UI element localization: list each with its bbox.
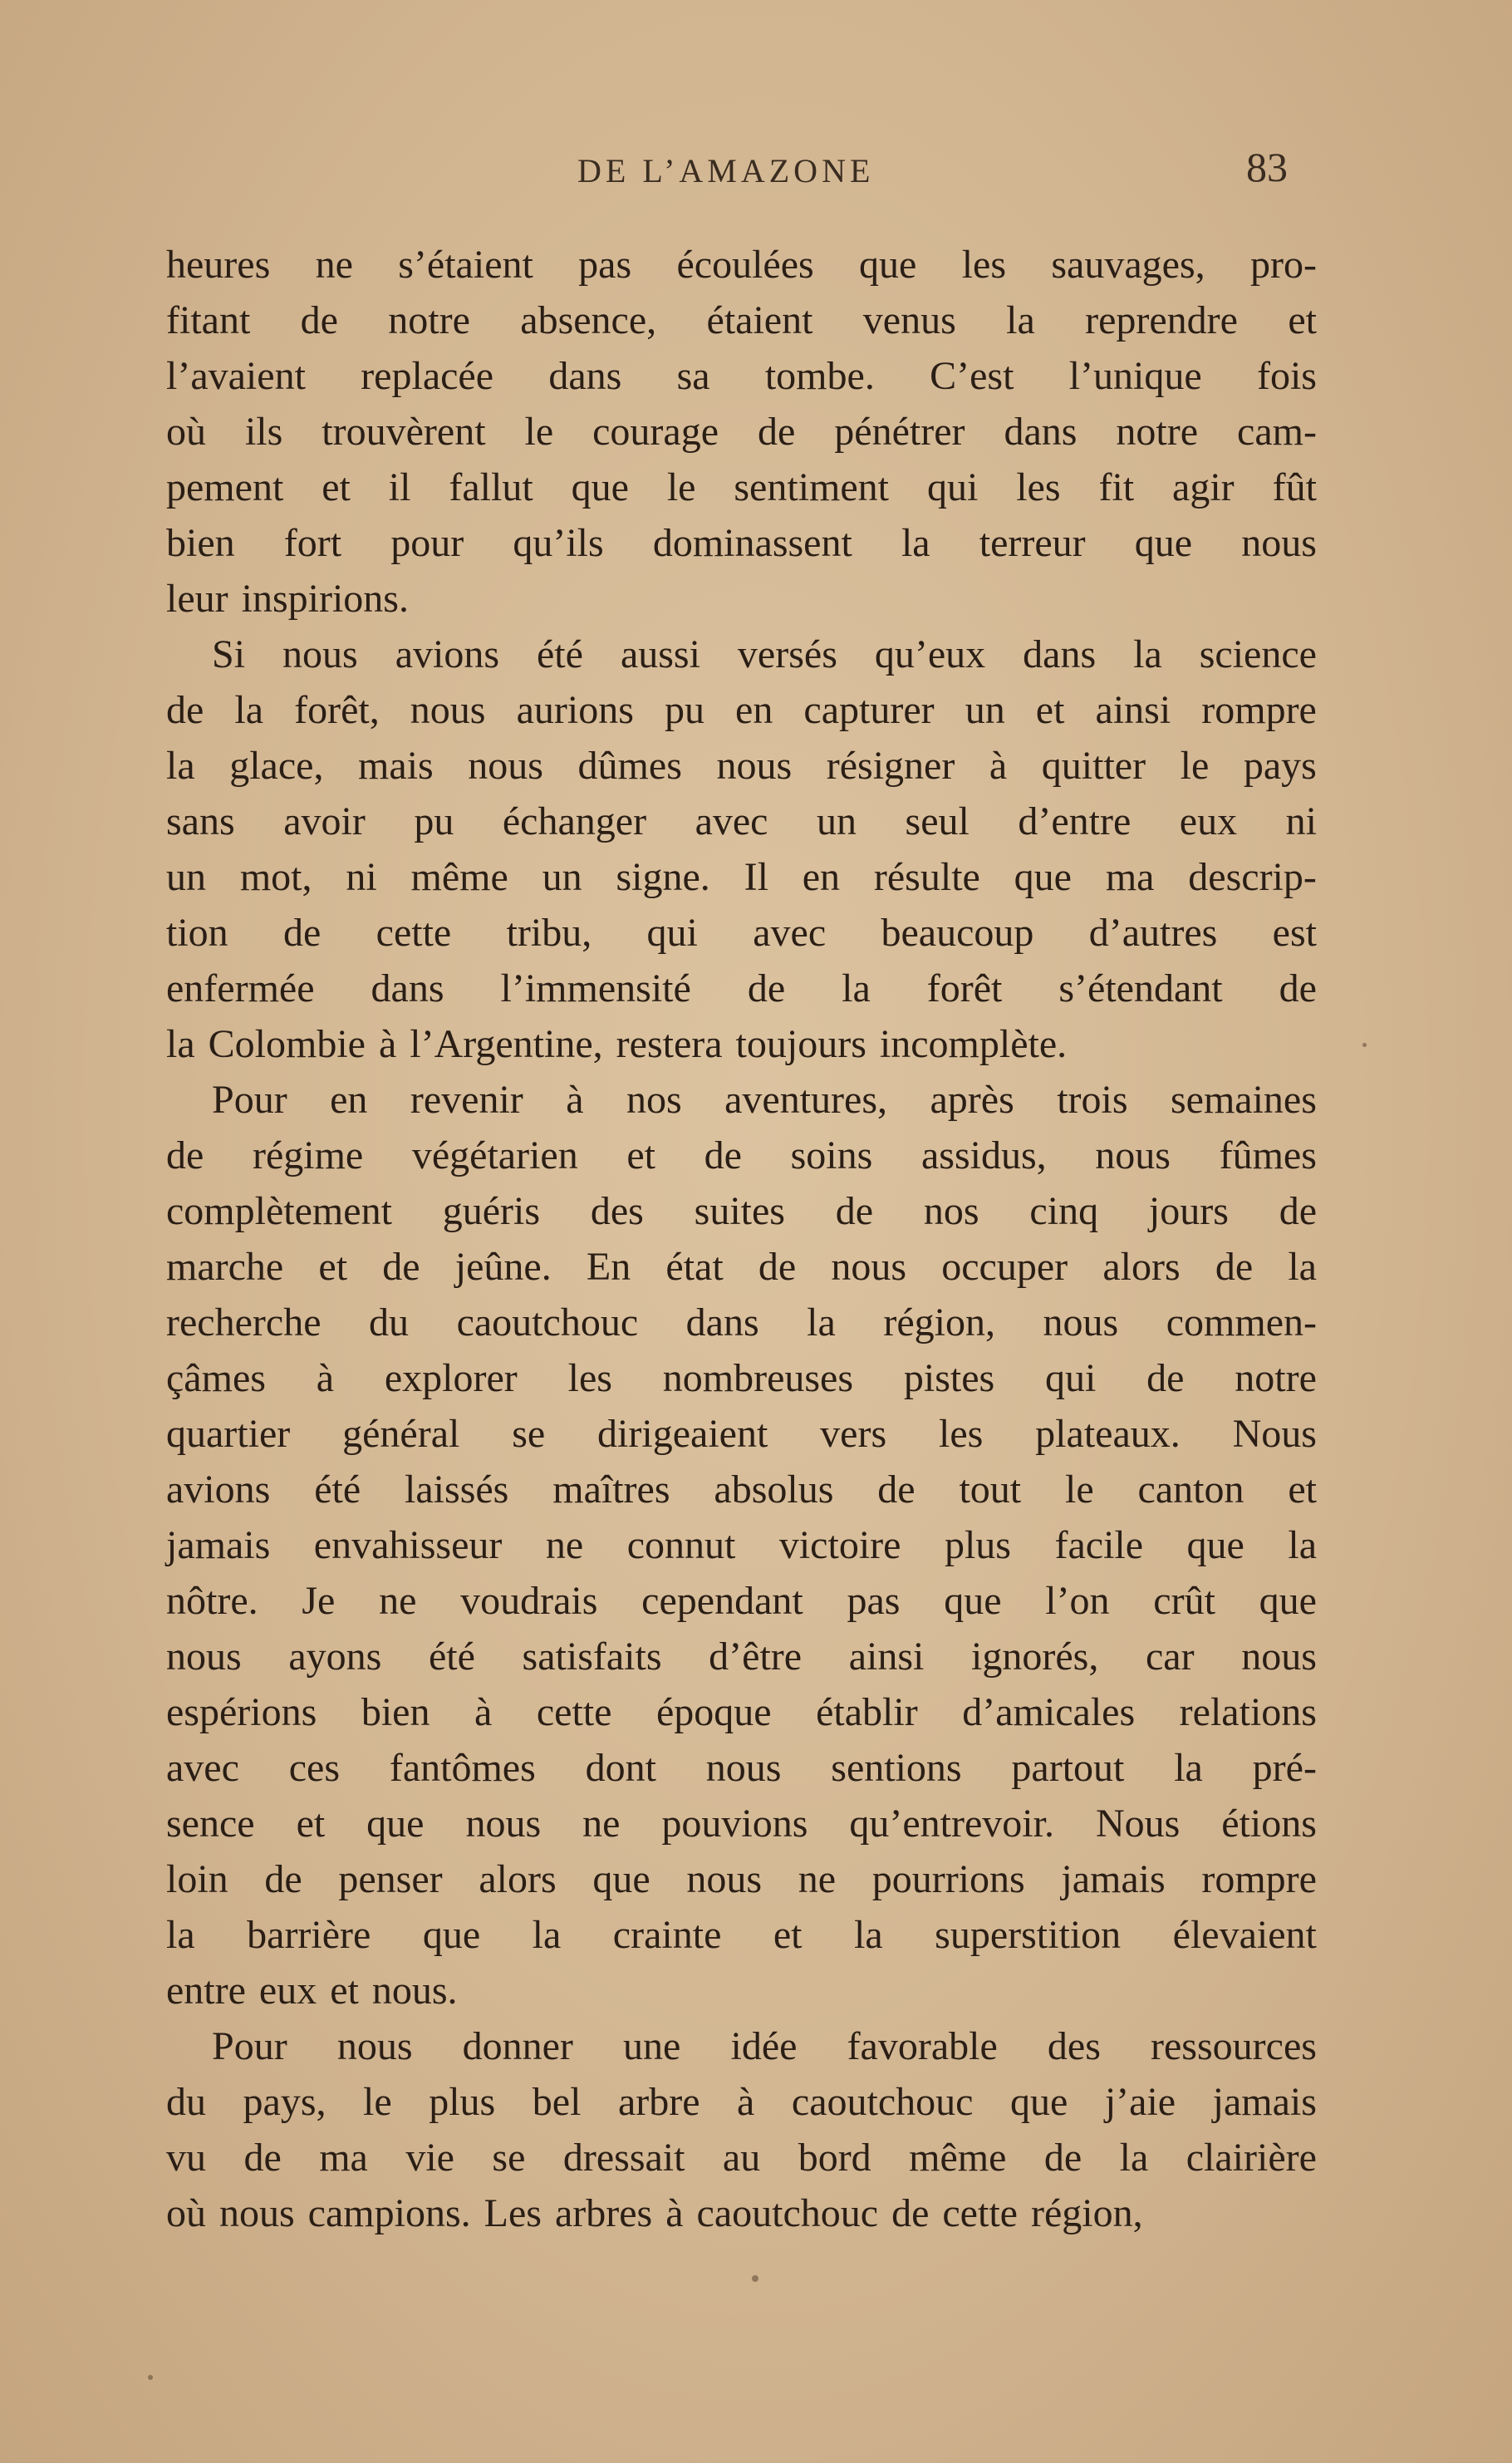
text-line: tion de cette tribu, qui avec beaucoup d’autres est — [166, 911, 1317, 955]
text-line: avec ces fantômes dont nous sentions partout la pré- — [166, 1746, 1317, 1790]
text-line: Pour en revenir à nos aventures, après trois semaines — [212, 1078, 1317, 1122]
text-line: leur inspirions. — [166, 577, 409, 621]
running-title: DE L’AMAZONE — [577, 152, 875, 189]
text-line: complètement guéris des suites de nos cinq jours de — [166, 1189, 1317, 1233]
text-line: marche et de jeûne. En état de nous occuper alors de la — [166, 1245, 1317, 1289]
paragraph — [166, 2018, 1317, 2241]
text-line: avions été laissés maîtres absolus de tout le canton et — [166, 1467, 1317, 1512]
text-line: la glace, mais nous dûmes nous résigner à quitter le pays — [166, 744, 1317, 788]
text-line: espérions bien à cette époque établir d’amicales relations — [166, 1690, 1317, 1734]
text-line: loin de penser alors que nous ne pourrions jamais rompre — [166, 1857, 1317, 1901]
text-line: quartier général se dirigeaient vers les plateaux. Nous — [166, 1412, 1317, 1456]
page-number: 83 — [1246, 144, 1288, 190]
paragraph — [166, 237, 1317, 627]
text-line: du pays, le plus bel arbre à caoutchouc que j’aie jamais — [166, 2080, 1317, 2124]
text-line: jamais envahisseur ne connut victoire plus facile que la — [166, 1523, 1317, 1567]
text-line: l’avaient replacée dans sa tombe. C’est l’unique fois — [166, 354, 1317, 398]
text-line: pement et il fallut que le sentiment qui les fit agir fût — [166, 465, 1317, 509]
text-line: la barrière que la crainte et la superstition élevaient — [166, 1913, 1317, 1957]
text-line: çâmes à explorer les nombreuses pistes qui de notre — [166, 1356, 1317, 1400]
paragraph — [166, 627, 1317, 1072]
text-line: où nous campions. Les arbres à caoutchouc de cette région, — [166, 2191, 1143, 2235]
text-line: de régime végétarien et de soins assidus, nous fûmes — [166, 1133, 1317, 1177]
text-line: la Colombie à l’Argentine, restera toujours incomplète. — [166, 1022, 1068, 1066]
text-line: nôtre. Je ne voudrais cependant pas que l’on crût que — [166, 1579, 1317, 1623]
text-line: heures ne s’étaient pas écoulées que les sauvages, pro- — [166, 243, 1317, 287]
text-line: un mot, ni même un signe. Il en résulte que ma descrip- — [166, 855, 1317, 899]
text-line: vu de ma vie se dressait au bord même de la clairière — [166, 2136, 1317, 2180]
text-line: recherche du caoutchouc dans la région, nous commen- — [166, 1300, 1317, 1345]
text-line: entre eux et nous. — [166, 1969, 458, 2013]
text-line: Pour nous donner une idée favorable des ressources — [212, 2024, 1317, 2068]
text-line: fitant de notre absence, étaient venus la reprendre et — [166, 298, 1317, 342]
text-line: sans avoir pu échanger avec un seul d’entre eux ni — [166, 799, 1317, 843]
paper-speck — [752, 2275, 758, 2282]
paper-speck — [148, 2375, 153, 2380]
text-line: nous ayons été satisfaits d’être ainsi ignorés, car nous — [166, 1635, 1317, 1679]
text-line: enfermée dans l’immensité de la forêt s’étendant de — [166, 966, 1317, 1010]
text-line: Si nous avions été aussi versés qu’eux dans la science — [212, 632, 1317, 676]
paper-speck — [1362, 1043, 1367, 1047]
body-text — [166, 237, 1317, 2241]
paragraph — [166, 1072, 1317, 2018]
text-line: bien fort pour qu’ils dominassent la terreur que nous — [166, 521, 1317, 565]
text-line: où ils trouvèrent le courage de pénétrer dans notre cam- — [166, 410, 1317, 454]
text-line: sence et que nous ne pouvions qu’entrevoir. Nous étions — [166, 1802, 1317, 1846]
text-line: de la forêt, nous aurions pu en capturer un et ainsi rompre — [166, 688, 1317, 732]
running-head — [0, 143, 1512, 201]
